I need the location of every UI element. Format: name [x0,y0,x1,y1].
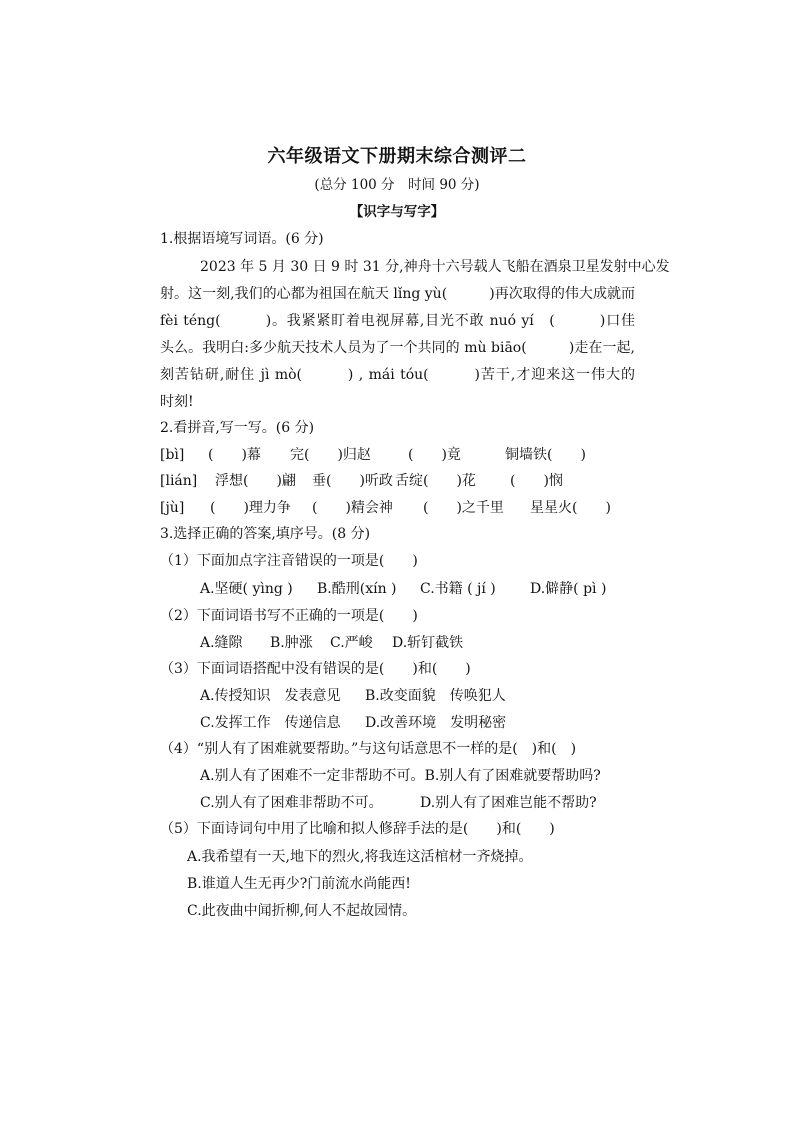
q2-item: 舌绽( )花 [395,473,476,489]
option-c: C.书籍 ( jí ) [420,581,496,597]
option-c: C.发挥工作 传递信息 [200,715,341,731]
q2-row-lian [0,468,794,495]
q2-item: 垂( )听政 [312,473,393,489]
q3-sub-stem: （4）“别人有了困难就要帮助。”与这句话意思不一样的是( )和( ) [160,741,577,757]
option-b: B.别人有了困难就要帮助吗? [424,768,601,784]
q3-sub3-options-row1 [0,683,794,710]
q3-sub1-options [0,576,794,603]
q2-item: 铜墙铁( ) [505,447,586,463]
q2-pinyin: [bì] [160,447,185,463]
option-d: D.僻静( pì ) [530,581,607,597]
q3-prompt: 3.选择正确的答案,填序号。(8 分) [160,526,371,542]
option-a: A.传授知识 发表意见 [200,688,341,704]
q2-item: ( )精会神 [312,500,393,516]
q3-sub-stem: （3）下面词语搭配中没有错误的是( )和( ) [160,661,471,677]
exam-title: 六年级语文下册期末综合测评二 [267,146,527,167]
option-b: B.谁道人生无再少?门前流水尚能西! [187,876,411,892]
option-a: A.我希望有一天,地下的烈火,将我连这活棺材一齐烧掉。 [187,849,533,865]
section-heading: 【识字与写字】 [349,204,445,220]
q2-item: 星星火( ) [530,500,611,516]
q2-pinyin: [lián] [160,473,198,489]
option-a: A.缝隙 [200,635,243,651]
q3-sub2-options [0,630,794,657]
option-a: A.坚硬( yìng ) [200,581,293,597]
option-c: C.此夜曲中闻折柳,何人不起故园情。 [187,903,417,919]
q3-sub-stem: （2）下面词语书写不正确的一项是( ) [160,608,418,624]
q2-item: ( )之千里 [423,500,504,516]
q2-prompt: 2.看拼音,写一写。(6 分) [160,420,315,436]
q1-passage-line: 2023 年 5 月 30 日 9 时 31 分,神舟十六号载人飞船在酒泉卫星发射中心发 [200,259,670,275]
q1-prompt: 1.根据语境写词语。(6 分) [160,231,324,247]
q3-sub-stem: （5）下面诗词句中用了比喻和拟人修辞手法的是( )和( ) [160,821,555,837]
option-d: D.别人有了困难岂能不帮助? [420,795,597,811]
q2-row-ju [0,495,794,522]
option-b: B.酷刑(xín ) [317,581,397,597]
q1-passage-line: 头么。我明白:多少航天技术人员为了一个共同的 mù biāo( )走在一起, [160,340,635,356]
option-c: C.严峻 [330,635,373,651]
q2-item: 浮想( )翩 [215,473,296,489]
q3-sub-stem: （1）下面加点字注音错误的一项是( ) [160,553,418,569]
exam-subtitle: (总分 100 分 时间 90 分) [314,177,480,193]
q2-pinyin: [jù] [160,500,185,516]
q2-item: ( )悯 [510,473,563,489]
q2-item: ( )竟 [408,447,461,463]
option-d: D.改善环境 发明秘密 [365,715,507,731]
q2-item: 完( )归赵 [290,447,371,463]
q1-passage-line: fèi téng( )。我紧紧盯着电视屏幕,目光不敢 nuó yí ( )口佳 [160,313,635,329]
option-b: B.改变面貌 传唤犯人 [365,688,506,704]
option-a: A.别人有了困难不一定非帮助不可。 [200,768,425,784]
q1-passage-line: 刻苦钻研,耐住 jì mò( ) , mái tóu( )苦干,才迎来这一伟大的 [160,367,635,383]
option-b: B.肿涨 [270,635,313,651]
q1-passage-line: 射。这一刻,我们的心都为祖国在航天 lǐng yù( )再次取得的伟大成就而 [160,286,635,302]
q1-passage-line: 时刻! [160,394,194,410]
q3-sub4-options-row1 [200,763,601,790]
q3-sub3-options-row2 [0,710,794,737]
q3-sub4-options-row2 [0,790,794,817]
option-d: D.斩钉截铁 [392,635,464,651]
q2-row-bi [0,442,794,469]
option-c: C.别人有了困难非帮助不可。 [200,795,383,811]
q2-item: ( )理力争 [210,500,291,516]
q2-item: ( )幕 [208,447,261,463]
